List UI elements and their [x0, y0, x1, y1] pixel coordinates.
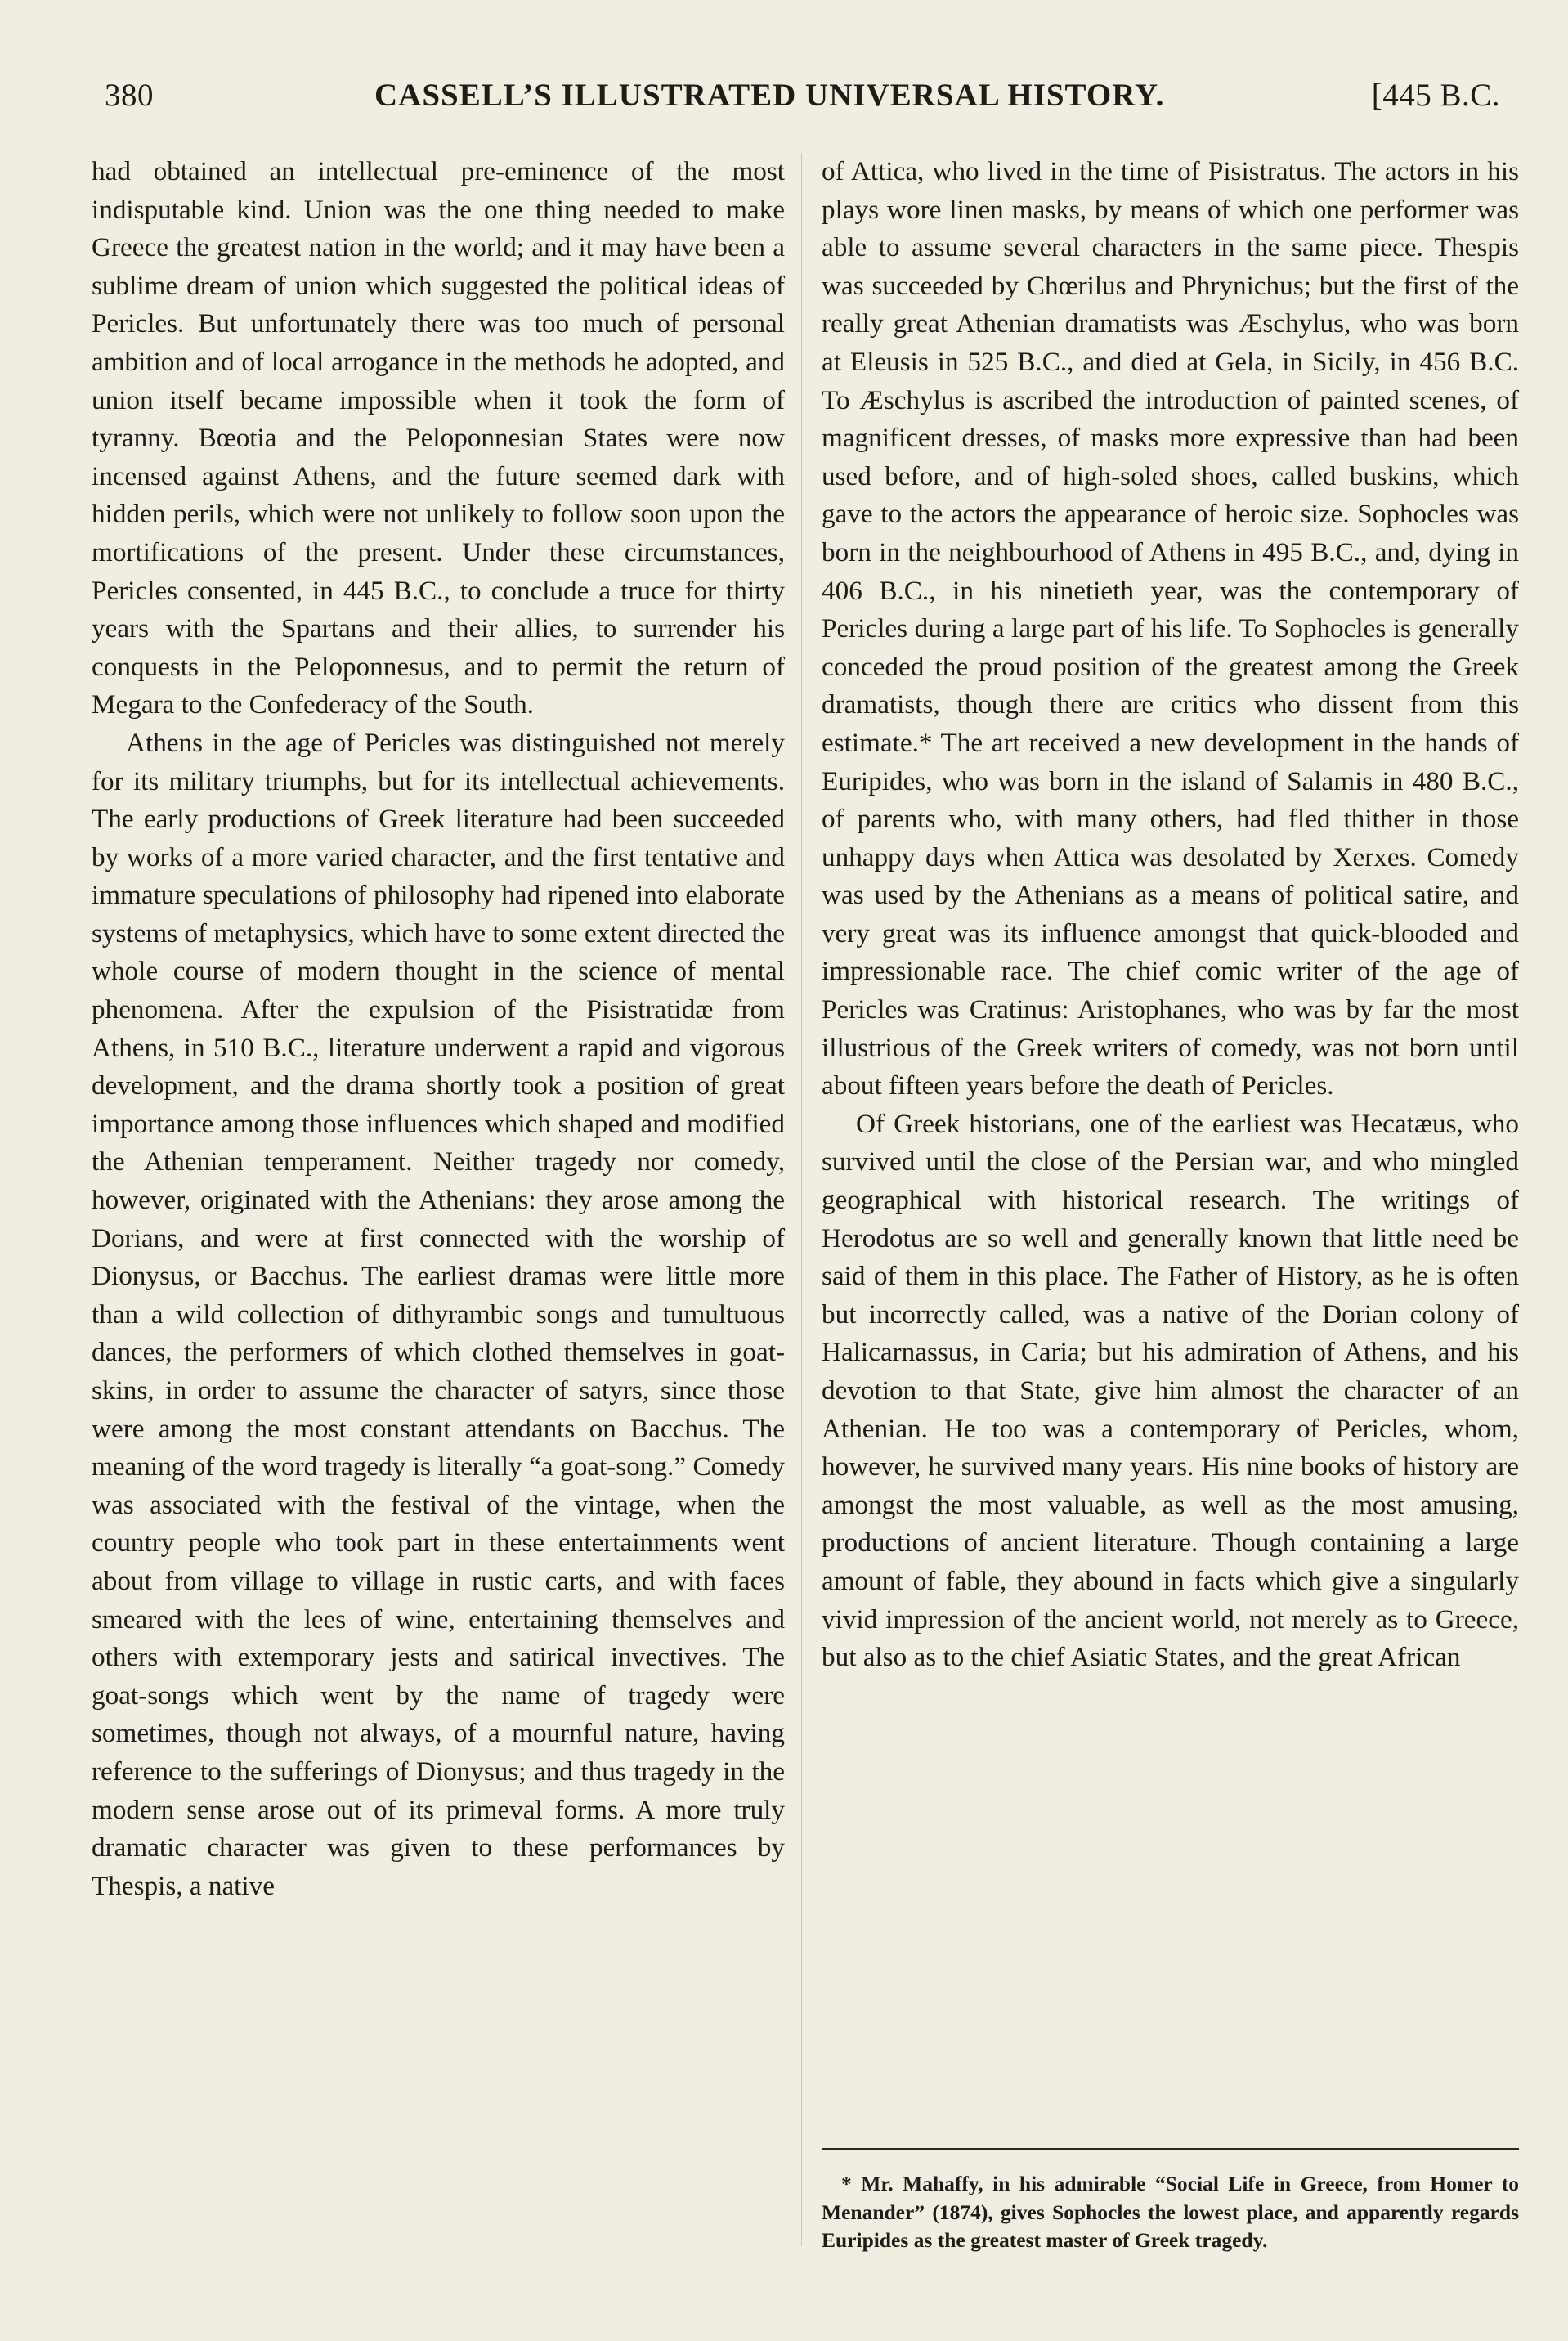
- page-number: 380: [105, 78, 154, 113]
- paragraph: of Attica, who lived in the time of Pisistratus. The actors in his plays wore linen masks, by means of which one performer was able to assume several characters in the same piece. Thespis was succeeded by Chœrilus and Phrynichus; but the first of the really great Athenian dramatists was Æschylus, who was born at Eleusis in 525 B.C., and died at Gela, in Sicily, in 456 B.C. To Æschylus is ascribed the introduction of painted scenes, of magnificent dresses, of masks more expressive than had been used before, and of high-soled shoes, called buskins, which gave to the actors the appearance of heroic size. Sophocles was born in the neighbourhood of Athens in 495 B.C., and, dying in 406 B.C., in his ninetieth year, was the contemporary of Pericles during a large part of his life. To Sophocles is generally conceded the proud position of the greatest among the Greek dramatists, though there are critics who dissent from this estimate.* The art received a new development in the hands of Euripides, who was born in the island of Salamis in 480 B.C., of parents who, with many others, had fled thither in those unhappy days when Attica was desolated by Xerxes. Comedy was used by the Athenians as a means of political satire, and very great was its influence amongst that quick-blooded and impressionable race. The chief comic writer of the age of Pericles was Cratinus: Aristophanes, who was by far the most illustrious of the Greek writers of comedy, was not born until about fifteen years before the death of Pericles.: [822, 156, 1519, 1101]
- running-header: [105, 77, 1500, 129]
- date-reference: [445 B.C.: [1371, 78, 1500, 113]
- footnote-rule: [822, 2148, 1519, 2150]
- paragraph: Of Greek historians, one of the earliest was Hecatæus, who survived until the close of the Persian war, and who mingled geographical with historical research. The writings of Herodotus are so well and generally known that little need be said of them in this place. The Father of History, as he is often but incorrectly called, was a native of the Dorian colony of Halicarnassus, in Caria; but his admiration of Athens, and his devotion to that State, give him almost the character of an Athenian. He too was a contemporary of Pericles, whom, however, he survived many years. His nine books of history are amongst the most valuable, as well as the most amusing, productions of ancient literature. Though containing a large amount of fable, they abound in facts which give a singularly vivid impression of the ancient world, not merely as to Greece, but also as to the chief Asiatic States, and the great African: [822, 1108, 1519, 1673]
- right-column: [822, 153, 1519, 1677]
- footnote: * Mr. Mahaffy, in his admirable “Social Life in Greece, from Homer to Menander” (1874), gives Sophocles the lowest place, and apparently regards Euripides as the greatest master of Greek tragedy.: [822, 2172, 1519, 2252]
- running-title: CASSELL’S ILLUSTRATED UNIVERSAL HISTORY.: [374, 78, 1165, 113]
- left-column: [92, 153, 785, 1905]
- column-divider: [801, 153, 802, 2246]
- paragraph: Athens in the age of Pericles was distinguished not merely for its military triumphs, but for its intellectual achievements. The early productions of Greek literature had been succeeded by works of a more varied character, and the first tentative and immature speculations of philosophy had ripened into elaborate systems of metaphysics, which have to some extent directed the whole course of modern thought in the science of mental phenomena. After the expulsion of the Pisistratidæ from Athens, in 510 B.C., literature underwent a rapid and vigorous development, and the drama shortly took a position of great importance among those influences which shaped and modified the Athenian temperament. Neither tragedy nor comedy, however, originated with the Athenians: they arose among the Dorians, and were at first connected with the worship of Dionysus, or Bacchus. The earliest dramas were little more than a wild collection of dithyrambic songs and tumultuous dances, the performers of which clothed themselves in goat-skins, in order to assume the character of satyrs, since those were among the most constant attendants on Bacchus. The meaning of the word tragedy is literally “a goat-song.” Comedy was associated with the festival of the vintage, when the country people who took part in these entertainments went about from village to village in rustic carts, and with faces smeared with the lees of wine, entertaining themselves and others with extemporary jests and satirical invectives. The goat-songs which went by the name of tragedy were sometimes, though not always, of a mournful nature, having reference to the sufferings of Dionysus; and thus tragedy in the modern sense arose out of its primeval forms. A more truly dramatic character was given to these performances by Thespis, a native: [92, 727, 785, 1901]
- paragraph: had obtained an intellectual pre-eminence of the most indisputable kind. Union was the one thing needed to make Greece the greatest nation in the world; and it may have been a sublime dream of union which suggested the political ideas of Pericles. But unfortunately there was too much of personal ambition and of local arrogance in the methods he adopted, and union itself became impossible when it took the form of tyranny. Bœotia and the Peloponnesian States were now incensed against Athens, and the future seemed dark with hidden perils, which were not unlikely to follow soon upon the mortifications of the present. Under these circumstances, Pericles consented, in 445 B.C., to conclude a truce for thirty years with the Spartans and their allies, to surrender his conquests in the Peloponnesus, and to permit the return of Megara to the Confederacy of the South.: [92, 156, 785, 720]
